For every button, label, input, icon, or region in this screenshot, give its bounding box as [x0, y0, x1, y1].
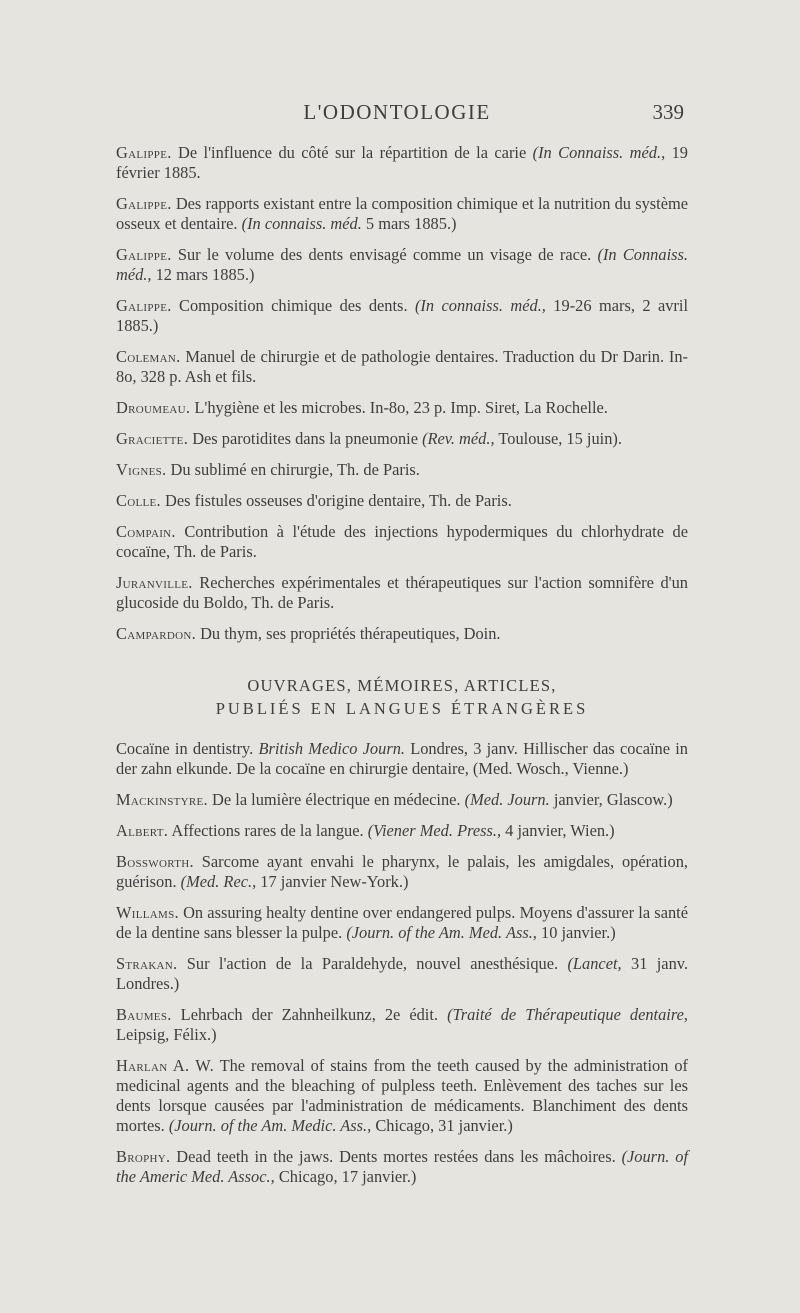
entry-tail: janvier, Glascow.) — [549, 790, 673, 809]
entry-journal: (Lancet, — [567, 954, 622, 973]
bibliography-entry — [116, 245, 688, 285]
entry-journal: (Viener Med. Press., — [367, 821, 502, 840]
entry-text: Sarcome ayant envahi le pharynx, le palais, les amigdales, opération, guérison. — [116, 852, 688, 891]
page-header — [110, 100, 684, 132]
bibliography-entry — [116, 954, 688, 994]
bibliography-entry — [116, 821, 688, 841]
entry-text: Du sublimé en chirurgie, Th. de Paris. — [166, 460, 420, 479]
entry-author: Droumeau. — [116, 398, 191, 417]
entry-tail: 17 janvier New-York.) — [256, 872, 409, 891]
entry-text: Sur le volume des dents envisagé comme un visage de race. — [171, 245, 598, 264]
french-entries — [116, 143, 688, 644]
entry-journal: (Med. Rec., — [180, 872, 257, 891]
entry-text: De l'influence du côté sur la répartition de la carie — [171, 143, 533, 162]
entry-tail: 10 janvier.) — [536, 923, 616, 942]
entry-author: Albert. — [116, 821, 169, 840]
entry-tail: Leipsig, Félix.) — [116, 1025, 217, 1044]
entry-text: Lehrbach der Zahnheilkunz, 2e édit. — [171, 1005, 448, 1024]
entry-author: Colle. — [116, 491, 161, 510]
entry-author: Compain. — [116, 522, 176, 541]
entry-text: Des fistules osseuses d'origine dentaire, Th. de Paris. — [160, 491, 512, 510]
entry-author: Galippe. — [116, 245, 172, 264]
entry-journal: (Rev. méd., — [422, 429, 495, 448]
page-number: 339 — [652, 100, 684, 124]
entry-tail: Londres, 3 janv. Hillischer das cocaïne in der zahn elkunde. De la cocaïne en chirurgie dentaire, (Med. Wosch., Vienne.) — [116, 739, 688, 778]
bibliography-entry — [116, 194, 688, 234]
entry-tail: 5 mars 1885.) — [361, 214, 457, 233]
entry-author: Galippe. — [116, 296, 172, 315]
bibliography-entry — [116, 296, 688, 336]
entry-text: Des rapports existant entre la composition chimique et la nutrition du système osseux et dentaire. — [116, 194, 688, 233]
bibliography-entry — [116, 790, 688, 810]
entry-tail: 19-26 mars, 2 avril 1885.) — [116, 296, 688, 335]
entry-journal: (In Connaiss. méd., — [116, 245, 688, 284]
bibliography-entry — [116, 739, 688, 779]
entry-author: Coleman. — [116, 347, 181, 366]
running-title: L'ODONTOLOGIE — [303, 100, 491, 124]
bibliography-entry — [116, 1056, 688, 1136]
entry-tail: 4 janvier, Wien.) — [501, 821, 615, 840]
entry-author: Baumes. — [116, 1005, 172, 1024]
entry-journal: (Journ. of the Am. Medic. Ass., — [168, 1116, 372, 1135]
entry-text: Du thym, ses propriétés thérapeutiques, Doin. — [195, 624, 501, 643]
entry-journal: (Traité de Thérapeutique dentaire, — [447, 1005, 688, 1024]
entry-tail: Toulouse, 15 juin). — [494, 429, 622, 448]
entry-journal: (Med. Journ. — [464, 790, 550, 809]
bibliography-entry — [116, 429, 688, 449]
entry-journal: British Medico Journ. — [258, 739, 405, 758]
entry-author: Graciette. — [116, 429, 189, 448]
bibliography-entry — [116, 852, 688, 892]
entry-author: Bossworth. — [116, 852, 194, 871]
entry-author: Vignes. — [116, 460, 167, 479]
entry-author: Mackinstyre. — [116, 790, 208, 809]
entry-text: Affections rares de la langue. — [168, 821, 368, 840]
bibliography-entry — [116, 903, 688, 943]
entry-text: The removal of stains from the teeth caused by the administration of medicinal agents and the bleaching of pulpless teeth. Enlèvement des taches sur les dents lorsque causées par l'administration de médicaments. Blanchiment des dents mortes. — [116, 1056, 688, 1135]
entry-tail: 19 février 1885. — [116, 143, 688, 182]
bibliography-entry — [116, 143, 688, 183]
bibliography-entry — [116, 1005, 688, 1045]
entry-text: Manuel de chirurgie et de pathologie dentaires. Traduction du Dr Darin. In-8o, 328 p. Ash et fils. — [116, 347, 688, 386]
entry-journal: (In connaiss. méd. — [241, 214, 362, 233]
entry-text: L'hygiène et les microbes. In-8o, 23 p. Imp. Siret, La Rochelle. — [190, 398, 608, 417]
entry-tail: 31 janv. Londres.) — [116, 954, 688, 993]
entry-text: On assuring healty dentine over endangered pulps. Moyens d'assurer la santé de la dentine sans blesser la pulpe. — [116, 903, 688, 942]
entry-journal: (Journ. of the Americ Med. Assoc., — [116, 1147, 688, 1186]
bibliography-entry — [116, 460, 688, 480]
bibliography — [116, 143, 688, 1198]
entry-text: Recherches expérimentales et thérapeutiques sur l'action somnifère d'un glucoside du Boldo, Th. de Paris. — [116, 573, 688, 612]
entry-author: Juranville. — [116, 573, 193, 592]
entry-author: Galippe. — [116, 194, 172, 213]
bibliography-entry — [116, 347, 688, 387]
entry-text: Contribution à l'étude des injections hypodermiques du chlorhydrate de cocaïne, Th. de Paris. — [116, 522, 688, 561]
entry-journal: (In Connaiss. méd., — [532, 143, 666, 162]
entry-author: Campardon. — [116, 624, 196, 643]
entry-text: Sur l'action de la Paraldehyde, nouvel anesthésique. — [177, 954, 568, 973]
bibliography-entry — [116, 491, 688, 511]
entry-journal: (In connaiss. méd., — [414, 296, 546, 315]
section-heading-line2: PUBLIÉS EN LANGUES ÉTRANGÈRES — [215, 699, 589, 718]
entry-text: Cocaïne in dentistry. — [116, 739, 259, 758]
entry-tail: 12 mars 1885.) — [151, 265, 255, 284]
entry-text: Composition chimique des dents. — [171, 296, 415, 315]
entry-tail: Chicago, 17 janvier.) — [274, 1167, 417, 1186]
bibliography-entry — [116, 522, 688, 562]
bibliography-entry — [116, 624, 688, 644]
entry-journal: (Journ. of the Am. Med. Ass., — [346, 923, 537, 942]
section-heading — [116, 674, 688, 720]
bibliography-entry — [116, 398, 688, 418]
entry-text: De la lumière électrique en médecine. — [207, 790, 465, 809]
entry-text: Des parotidites dans la pneumonie — [188, 429, 423, 448]
entry-author: Willams. — [116, 903, 179, 922]
entry-author: Galippe. — [116, 143, 172, 162]
bibliography-entry — [116, 1147, 688, 1187]
section-heading-line1: OUVRAGES, MÉMOIRES, ARTICLES, — [247, 676, 557, 695]
entry-author: Brophy. — [116, 1147, 171, 1166]
entry-tail: Chicago, 31 janvier.) — [371, 1116, 513, 1135]
foreign-entries — [116, 739, 688, 1187]
entry-author: Strakan. — [116, 954, 178, 973]
bibliography-entry — [116, 573, 688, 613]
entry-author: Harlan A. W. — [116, 1056, 214, 1075]
entry-text: Dead teeth in the jaws. Dents mortes restées dans les mâchoires. — [170, 1147, 622, 1166]
